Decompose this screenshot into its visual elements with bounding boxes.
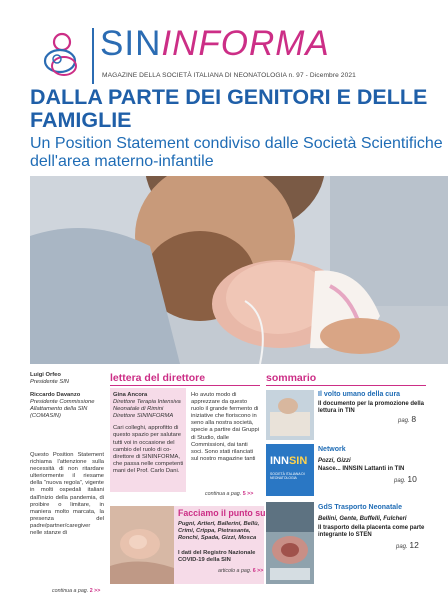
continue-page: 6 >> [252,568,264,574]
sommario-item-authors: Pozzi, Gizzi [318,458,351,464]
lead-continue-link[interactable] [52,588,100,594]
sommario-item-authors: Bellini, Gente, Buffelli, Fulcheri [318,516,407,522]
innsin-logo-caption: SOCIETÀ ITALIANA DI NEONATOLOGIA [270,472,305,480]
brand-informa: INFORMA [161,24,330,63]
sommario-rule [266,385,426,386]
sommario-item-page[interactable] [394,474,417,484]
sin-logo-icon [40,28,84,82]
punto-authors: Pugni, Artieri, Ballerini, Bellù, Crimi, Crippa, Pietrasanta, Ronchi, Spada, Gizzi, Mosca [178,521,260,542]
sommario-item-desc: Il trasporto della placenta come parte integrante lo STEN [318,525,425,539]
author-role: Presidente Commissione Allattamento della SIN (COMASIN) [30,399,95,420]
punto-photo [110,506,174,584]
continue-label: articolo a pag. [218,568,252,574]
page-number: 10 [407,474,417,484]
sommario-item-page[interactable] [396,540,419,550]
author-name: Riccardo Davanzo [30,392,81,399]
lettera-continue-link[interactable] [205,491,253,497]
sommario-item-title: Network [318,446,346,453]
lettera-section-title: lettera del direttore [110,372,206,384]
lettera-text-col2: Ho avuto modo di apprezzare da questo ruolo il grande fermento di iniziative che fioriscono in seno alla nostra società, specie a partire dai Gruppi di Studio, dalle Commissioni, dai tanti soci. Sono stati rilanciati sul nostro magazine tanti [191,392,259,462]
masthead-divider [92,28,94,84]
punto-description: I dati del Registro Nazionale COVID-19 della SIN [178,550,256,564]
lettera-role: Direttore Terapia Intensiva Neonatale di Rimini Direttore SININFORMA [113,399,181,420]
page-label: pag. [394,478,406,484]
sommario-thumb [266,502,314,584]
innsin-logo [266,444,314,496]
continue-label: continua a pag. [52,588,89,594]
page-label: pag. [396,544,408,550]
magazine-title [100,24,330,64]
punto-continue-link[interactable] [218,568,263,574]
lettera-rule [110,385,260,386]
continue-page: 5 >> [242,491,254,497]
author-block [30,372,102,421]
lettera-author-block [113,392,185,475]
sommario-item-title: Il volto umano della cura [318,391,401,398]
continue-label: continua a pag. [205,491,242,497]
lead-article-text: Questo Position Statement richiama l'attenzione sulla necessità di non ritardare ulteriormente il riesame della “nuova regola”, vigente in molti ospedali italiani dall'inizio della pandemia, di proibire o limitare, in maniera molto marcata, la presenza del padre/partner/caregiver nelle stanze di [30,452,104,537]
page-label: pag. [398,418,410,424]
sommario-item-page[interactable] [398,414,416,424]
sommario-section-title: sommario [266,372,317,384]
lettera-text-col1: Cari colleghi, approfitto di questo spazio per salutare tutti voi in occasione del cambio del ruolo di co-direttore di SININFORMA, che passa nelle competenti mani del Prof. Carlo Dani. [113,425,184,474]
sommario-item-desc: Il documento per la promozione della lettura in TIN [318,401,425,415]
punto-title: Facciamo il punto su [178,508,266,518]
author-role: Presidente SIN [30,379,69,386]
lettera-author: Gina Ancora [113,392,148,398]
page-number: 8 [411,414,417,424]
subheadline: Un Position Statement condiviso dalle Società Scientifiche dell'area materno-infantile [30,135,443,170]
cover-photo [30,176,448,364]
issue-info: MAGAZINE DELLA SOCIETÀ ITALIANA DI NEONATOLOGIA n. 97 - Dicembre 2021 [102,72,356,79]
author-name: Luigi Orfeo [30,372,61,378]
sommario-item-desc: Nasce... INNSIN Lattanti in TIN [318,466,405,472]
sommario-thumb [266,390,314,440]
headline: DALLA PARTE DEI GENITORI E DELLE FAMIGLIE [30,85,428,132]
continue-page: 2 >> [89,588,101,594]
sommario-item-title: GdS Trasporto Neonatale [318,504,403,511]
page-number: 12 [409,540,419,550]
brand-sin: SIN [100,24,162,63]
innsin-logo-inn: INNSIN [270,455,308,467]
